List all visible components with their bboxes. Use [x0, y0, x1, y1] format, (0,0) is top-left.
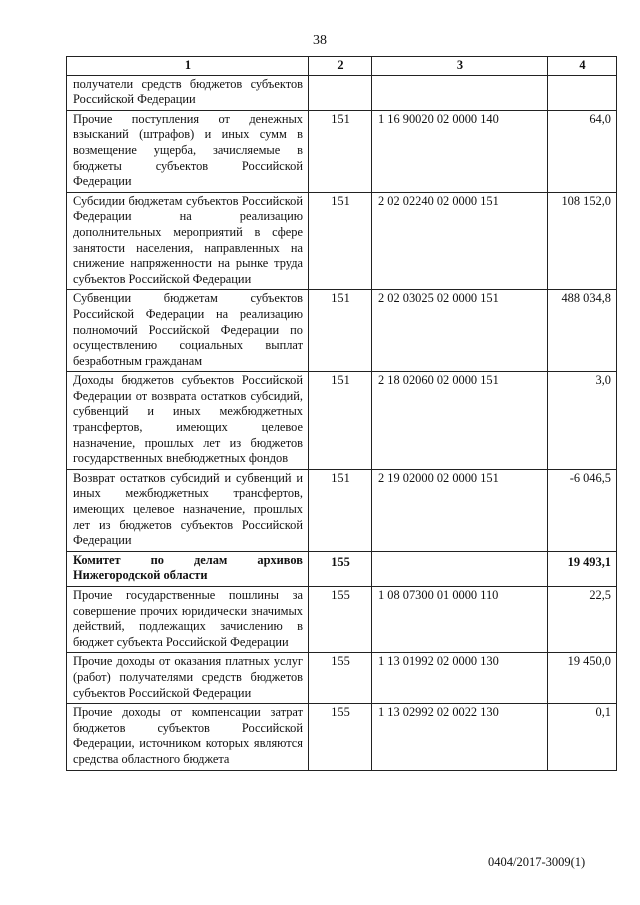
- row-classification-code-cell: 1 13 01992 02 0000 130: [372, 653, 548, 704]
- row-classification-code-cell: 1 08 07300 01 0000 110: [372, 587, 548, 653]
- row-name-cell: Прочие государственные пошлины за совершение прочих юридически значимых действий, подлежащих зачислению в бюджет субъекта Российской Федерации: [67, 587, 309, 653]
- row-admin-code-cell: 155: [309, 551, 372, 586]
- column-header: 3: [372, 57, 548, 76]
- revenue-table: [66, 56, 617, 771]
- row-amount-cell: 22,5: [548, 587, 617, 653]
- table-row: [67, 653, 617, 704]
- row-amount-cell: [548, 75, 617, 110]
- column-header: 1: [67, 57, 309, 76]
- column-header: 2: [309, 57, 372, 76]
- row-name-cell: Прочие доходы от оказания платных услуг (работ) получателями средств бюджетов субъектов Российской Федерации: [67, 653, 309, 704]
- row-admin-code-cell: 151: [309, 110, 372, 192]
- row-amount-cell: 108 152,0: [548, 192, 617, 290]
- table-row: [67, 469, 617, 551]
- row-classification-code-cell: [372, 551, 548, 586]
- row-amount-cell: 19 493,1: [548, 551, 617, 586]
- row-classification-code-cell: 2 02 03025 02 0000 151: [372, 290, 548, 372]
- row-admin-code-cell: 155: [309, 704, 372, 770]
- table-row: [67, 192, 617, 290]
- row-admin-code-cell: 155: [309, 587, 372, 653]
- document-code: 0404/2017-3009(1): [488, 855, 586, 869]
- row-classification-code-cell: 2 18 02060 02 0000 151: [372, 372, 548, 470]
- page-number: 38: [313, 33, 327, 48]
- row-admin-code-cell: 155: [309, 653, 372, 704]
- row-classification-code-cell: 2 19 02000 02 0000 151: [372, 469, 548, 551]
- row-amount-cell: 0,1: [548, 704, 617, 770]
- row-amount-cell: -6 046,5: [548, 469, 617, 551]
- row-name-cell: Субвенции бюджетам субъектов Российской Федерации на реализацию полномочий Российской Федерации по осуществлению социальных выплат безработным гражданам: [67, 290, 309, 372]
- row-admin-code-cell: 151: [309, 290, 372, 372]
- table-header-row: [67, 57, 617, 76]
- row-admin-code-cell: 151: [309, 469, 372, 551]
- table-row: [67, 587, 617, 653]
- row-classification-code-cell: [372, 75, 548, 110]
- table-row: [67, 110, 617, 192]
- row-name-cell: Прочие поступления от денежных взысканий (штрафов) и иных сумм в возмещение ущерба, зачисляемые в бюджеты субъектов Российской Федерации: [67, 110, 309, 192]
- row-name-cell: Прочие доходы от компенсации затрат бюджетов субъектов Российской Федерации, источником которых являются средства областного бюджета: [67, 704, 309, 770]
- row-amount-cell: 64,0: [548, 110, 617, 192]
- table-row: [67, 704, 617, 770]
- table-row: [67, 551, 617, 586]
- table-body: [67, 75, 617, 770]
- table-row: [67, 75, 617, 110]
- row-name-cell: Доходы бюджетов субъектов Российской Федерации от возврата остатков субсидий, субвенций и иных межбюджетных трансфертов, имеющих целевое назначение, прошлых лет из бюджетов государственных внебюджетных фондов: [67, 372, 309, 470]
- table-row: [67, 372, 617, 470]
- row-classification-code-cell: 1 16 90020 02 0000 140: [372, 110, 548, 192]
- row-amount-cell: 19 450,0: [548, 653, 617, 704]
- row-name-cell: получатели средств бюджетов субъектов Российской Федерации: [67, 75, 309, 110]
- row-amount-cell: 488 034,8: [548, 290, 617, 372]
- row-admin-code-cell: 151: [309, 372, 372, 470]
- row-classification-code-cell: 1 13 02992 02 0022 130: [372, 704, 548, 770]
- row-classification-code-cell: 2 02 02240 02 0000 151: [372, 192, 548, 290]
- column-header: 4: [548, 57, 617, 76]
- row-amount-cell: 3,0: [548, 372, 617, 470]
- row-admin-code-cell: 151: [309, 192, 372, 290]
- row-name-cell: Возврат остатков субсидий и субвенций и иных межбюджетных трансфертов, имеющих целевое назначение, прошлых лет из бюджетов субъектов Российской Федерации: [67, 469, 309, 551]
- row-admin-code-cell: [309, 75, 372, 110]
- row-name-cell: Субсидии бюджетам субъектов Российской Федерации на реализацию дополнительных мероприятий в сфере занятости населения, направленных на снижение напряженности на рынке труда субъектов Российской Федерации: [67, 192, 309, 290]
- row-name-cell: Комитет по делам архивов Нижегородской области: [67, 551, 309, 586]
- table-row: [67, 290, 617, 372]
